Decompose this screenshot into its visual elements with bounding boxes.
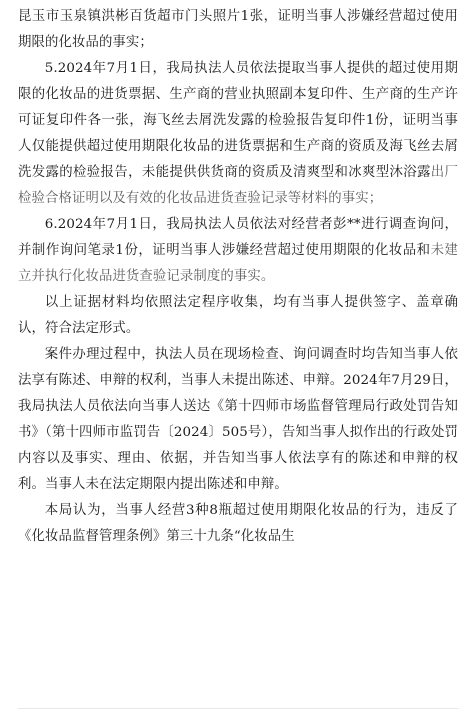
evidence-summary-paragraph: 以上证据材料均依照法定程序收集，均有当事人提供签字、盖章确认，符合法定形式。 [18, 295, 458, 336]
evidence-5-text: 5.2024年7月1日，我局执法人员依法提取当事人提供的超过使用期限的化妆品的进货票据、生产商的营业执照副本复印件、生产商的生产许可证复印件各一张，海飞丝去屑洗发露的检验报告复印件1份，证明当事人仅能提供超过使用期限化妆品的进货票据和生产商的资质及海飞丝去屑洗发露的检验报告，未能提供供货商的资质及清爽型和冰爽型沐浴露 [18, 61, 458, 180]
evidence-6-text-faded: 未建立并执行化妆品进货查验记录制度的事实。 [18, 243, 458, 284]
page-bottom-divider [18, 708, 459, 709]
conclusion-paragraph: 本局认为，当事人经营3种8瓶超过使用期限化妆品的行为，违反了《化妆品监督管理条例》第三十九条“化妆品生 [18, 503, 458, 544]
evidence-6-text: 6.2024年7月1日，我局执法人员依法对经营者彭**进行调查询问，并制作询问笔录1份，证明当事人涉嫌经营超过使用期限的化妆品和 [18, 217, 458, 258]
procedure-paragraph: 案件办理过程中，执法人员在现场检查、询问调查时均告知当事人依法享有陈述、申辩的权利，当事人未提出陈述、申辩。2024年7月29日，我局执法人员依法向当事人送达《第十四师市场监督管理局行政处罚告知书》（第十四师市监罚告〔2024〕505号），告知当事人拟作出的行政处罚内容以及事实、理由、依据，并告知当事人依法享有的陈述和申辩的权利。当事人未在法定期限内提出陈述和申辩。 [18, 347, 458, 492]
evidence-5-text-faded: 出厂检验合格证明以及有效的化妆品进货查验记录等材料的事实； [18, 165, 458, 206]
evidence-paragraph-5 [18, 56, 458, 212]
evidence-paragraph-photo: 昆玉市玉泉镇洪彬百货超市门头照片1张，证明当事人涉嫌经营超过使用期限的化妆品的事实； [18, 9, 458, 50]
evidence-paragraph-6 [18, 212, 458, 290]
document-page [18, 4, 458, 550]
